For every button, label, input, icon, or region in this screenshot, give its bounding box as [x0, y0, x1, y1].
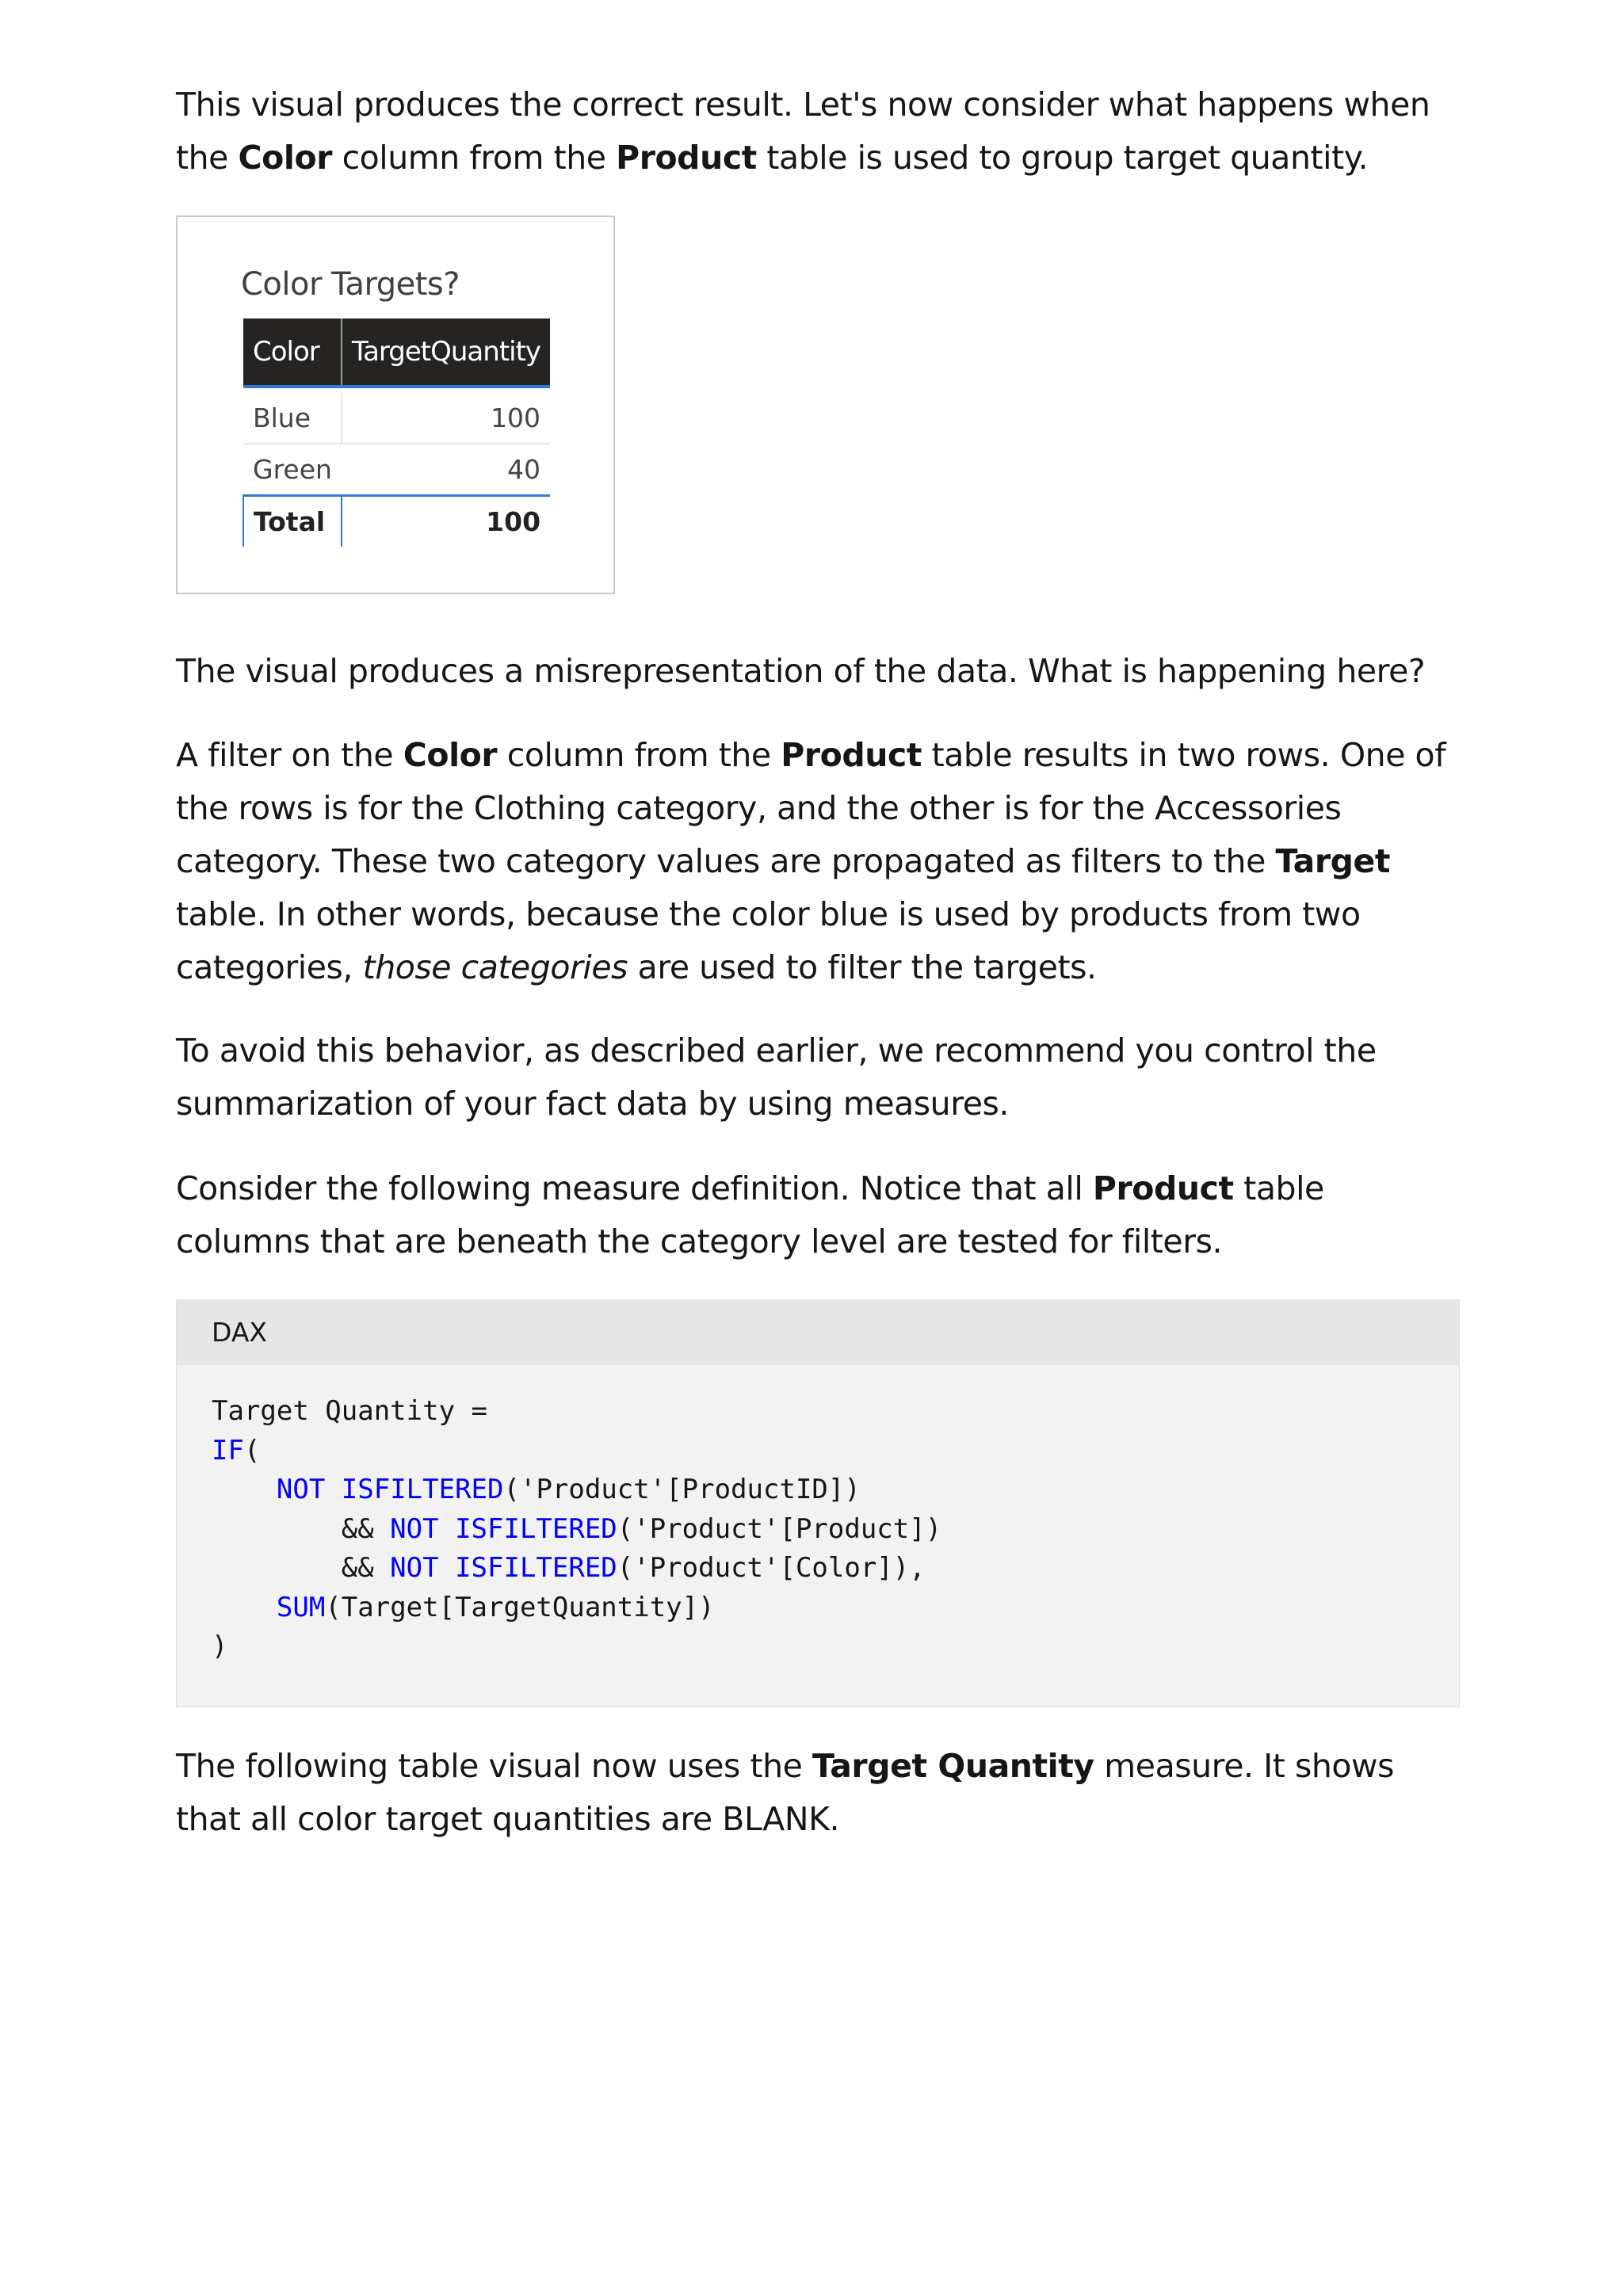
table-header-row	[243, 318, 550, 387]
table-row	[243, 444, 550, 496]
code-keyword: NOT	[276, 1474, 326, 1505]
code-line	[212, 1392, 1459, 1432]
text-run: table is used to group target quantity.	[756, 139, 1369, 177]
column-header-color: Color	[243, 318, 342, 387]
code-language-label: DAX	[177, 1300, 1459, 1365]
text-run: column from the	[331, 139, 617, 177]
code-line	[212, 1470, 1459, 1510]
paragraph-measure-definition	[176, 1162, 1460, 1268]
text-run: Consider the following measure definition. Notice that all	[176, 1169, 1093, 1207]
text-run: table. In other words, because the color blue is used by products from two categories,	[176, 895, 1361, 986]
code-text: (Target[TargetQuantity])	[325, 1591, 715, 1623]
bold-color: Color	[238, 139, 332, 177]
code-text: &&	[212, 1552, 391, 1584]
code-text	[325, 1474, 341, 1505]
code-text: ('Product'[Product])	[617, 1512, 942, 1545]
code-line	[212, 1432, 1459, 1471]
table-spacer	[243, 387, 550, 393]
code-text: &&	[212, 1512, 391, 1545]
color-targets-table	[242, 318, 550, 547]
cell-color: Blue	[243, 393, 342, 444]
table-row	[243, 393, 550, 444]
paragraph-avoid-behavior: To avoid this behavior, as described earlier, we recommend you control the summarization of your fact data by using measures.	[176, 1032, 1377, 1123]
code-text	[439, 1513, 455, 1545]
code-keyword: NOT	[390, 1512, 439, 1545]
code-text	[212, 1474, 277, 1505]
code-keyword: ISFILTERED	[455, 1552, 617, 1584]
code-line	[212, 1549, 1459, 1589]
cell-total-label: Total	[243, 496, 342, 547]
table-visual-image	[176, 215, 615, 594]
text-run: table results in two rows. One of the rows is for the Clothing category, and the other is for the Accessories category. These two category values are propagated as filters to the	[176, 736, 1446, 880]
text-run: measure. It shows that all color target quantities are BLANK.	[176, 1747, 1395, 1838]
code-line	[212, 1627, 1459, 1667]
paragraph-misrepresentation: The visual produces a misrepresentation of the data. What is happening here?	[176, 652, 1426, 690]
code-text: )	[212, 1630, 228, 1662]
code-line	[212, 1510, 1459, 1550]
cell-target-quantity: 100	[342, 393, 550, 444]
code-text: Target Quantity =	[212, 1395, 487, 1427]
code-block	[176, 1299, 1460, 1707]
cell-total-value: 100	[486, 506, 541, 537]
visual-title: Color Targets?	[241, 266, 460, 303]
code-text: ('Product'[Color]),	[617, 1552, 926, 1584]
code-content[interactable]	[177, 1365, 1459, 1667]
code-keyword: IF	[212, 1434, 244, 1466]
text-run: The following table visual now uses the	[176, 1747, 812, 1785]
cell-color: Green	[243, 444, 342, 496]
code-text	[439, 1552, 455, 1584]
paragraph-intro	[176, 78, 1460, 185]
text-run: This visual produces the correct result. Let's now consider what happens when the	[176, 86, 1430, 177]
code-text: (	[243, 1434, 261, 1466]
code-line	[212, 1589, 1459, 1628]
code-keyword: NOT	[390, 1552, 439, 1584]
bold-target: Target	[1275, 842, 1391, 880]
bold-color: Color	[403, 736, 498, 774]
text-run: column from the	[497, 736, 781, 774]
code-keyword: ISFILTERED	[341, 1474, 504, 1505]
bold-target-quantity: Target Quantity	[812, 1747, 1094, 1785]
code-text: ('Product'[ProductID])	[503, 1474, 861, 1505]
text-run: A filter on the	[176, 736, 403, 774]
italic-those-categories: those categories	[362, 948, 628, 986]
bold-product: Product	[781, 736, 922, 774]
table-total-row	[243, 496, 550, 547]
code-keyword: ISFILTERED	[455, 1512, 617, 1545]
column-header-target-quantity: TargetQuantity	[342, 318, 550, 387]
bold-product: Product	[616, 139, 757, 177]
code-keyword: SUM	[276, 1591, 326, 1623]
cell-target-quantity: 40	[342, 444, 550, 496]
bold-product: Product	[1092, 1169, 1234, 1207]
text-run: are used to filter the targets.	[628, 948, 1097, 986]
text-run: table columns that are beneath the category level are tested for filters.	[176, 1169, 1324, 1261]
paragraph-filter-explanation	[176, 729, 1460, 994]
paragraph-blank-result	[176, 1740, 1460, 1846]
code-text	[212, 1592, 277, 1623]
